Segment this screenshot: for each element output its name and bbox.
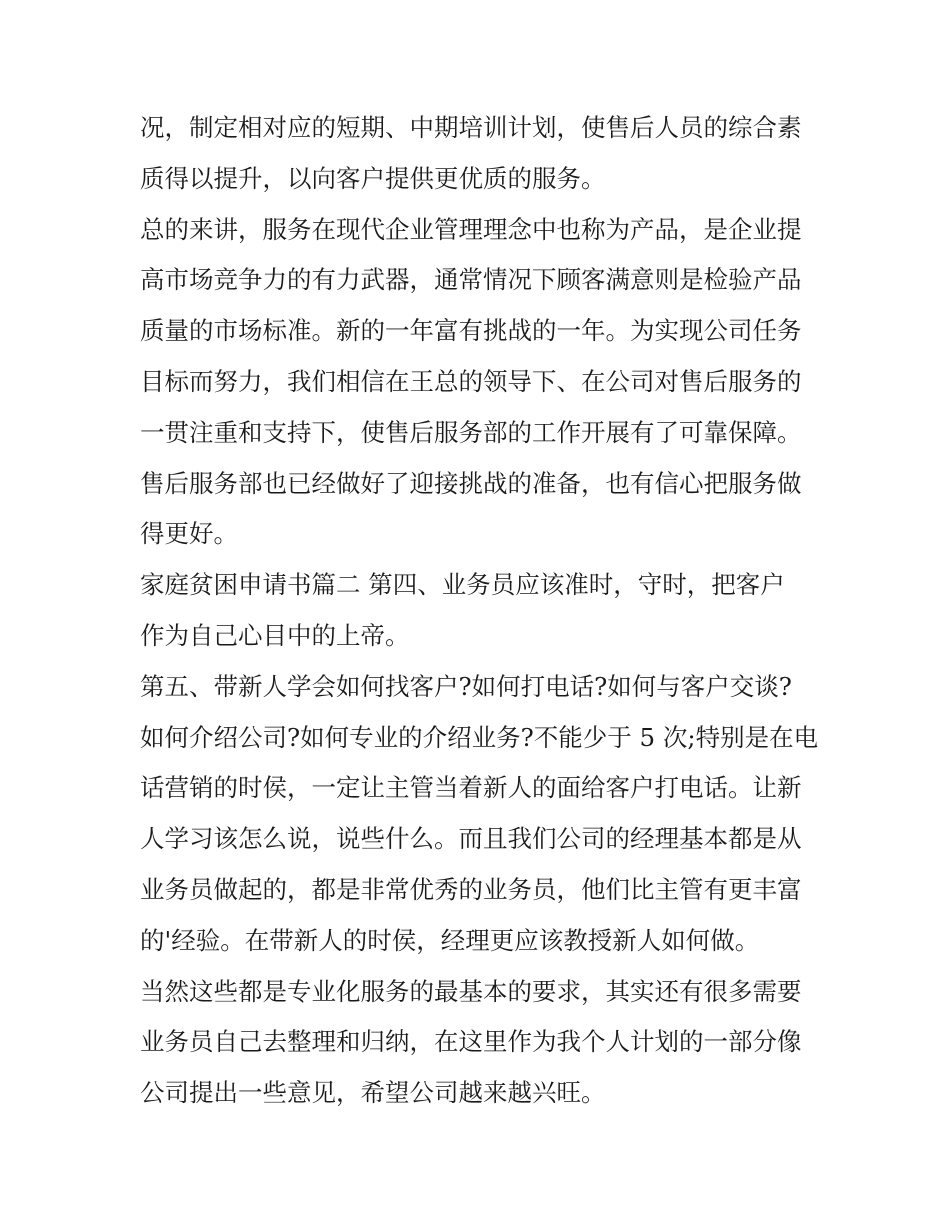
text-line: 的'经验。在带新人的时侯，经理更应该教授新人如何做。 <box>140 925 760 955</box>
text-line: 人学习该怎么说，说些什么。而且我们公司的经理基本都是从 <box>140 824 802 854</box>
text-line: 业务员自己去整理和归纳，在这里作为我个人计划的一部分像 <box>140 1027 802 1057</box>
text-line: 得更好。 <box>140 519 238 549</box>
text-line: 目标而努力，我们相信在王总的领导下、在公司对售后服务的 <box>140 366 802 396</box>
text-line: 作为自己心目中的上帝。 <box>140 620 410 650</box>
text-line: 业务员做起的，都是非常优秀的业务员，他们比主管有更丰富 <box>140 874 802 904</box>
text-line: 如何介绍公司?如何专业的介绍业务?不能少于 5 次;特别是在电 <box>140 722 819 752</box>
text-line: 第五、带新人学会如何找客户?如何打电话?如何与客户交谈? <box>140 671 792 701</box>
text-line: 一贯注重和支持下，使售后服务部的工作开展有了可靠保障。 <box>140 417 802 447</box>
text-line: 公司提出一些意见，希望公司越来越兴旺。 <box>140 1078 606 1108</box>
text-line: 高市场竞争力的有力武器，通常情况下顾客满意则是检验产品 <box>140 265 802 295</box>
text-line: 售后服务部也已经做好了迎接挑战的准备，也有信心把服务做 <box>140 468 802 498</box>
text-line: 质得以提升，以向客户提供更优质的服务。 <box>140 163 606 193</box>
text-line: 当然这些都是专业化服务的最基本的要求，其实还有很多需要 <box>140 976 802 1006</box>
text-line: 家庭贫困申请书篇二 第四、业务员应该准时，守时，把客户 <box>140 570 785 600</box>
text-line: 况，制定相对应的短期、中期培训计划，使售后人员的综合素 <box>140 113 802 142</box>
text-line: 质量的市场标准。新的一年富有挑战的一年。为实现公司任务 <box>140 316 802 346</box>
document-body <box>140 103 830 1119</box>
text-line: 话营销的时侯，一定让主管当着新人的面给客户打电话。让新 <box>140 773 802 803</box>
text-line: 总的来讲，服务在现代企业管理理念中也称为产品，是企业提 <box>140 214 802 244</box>
